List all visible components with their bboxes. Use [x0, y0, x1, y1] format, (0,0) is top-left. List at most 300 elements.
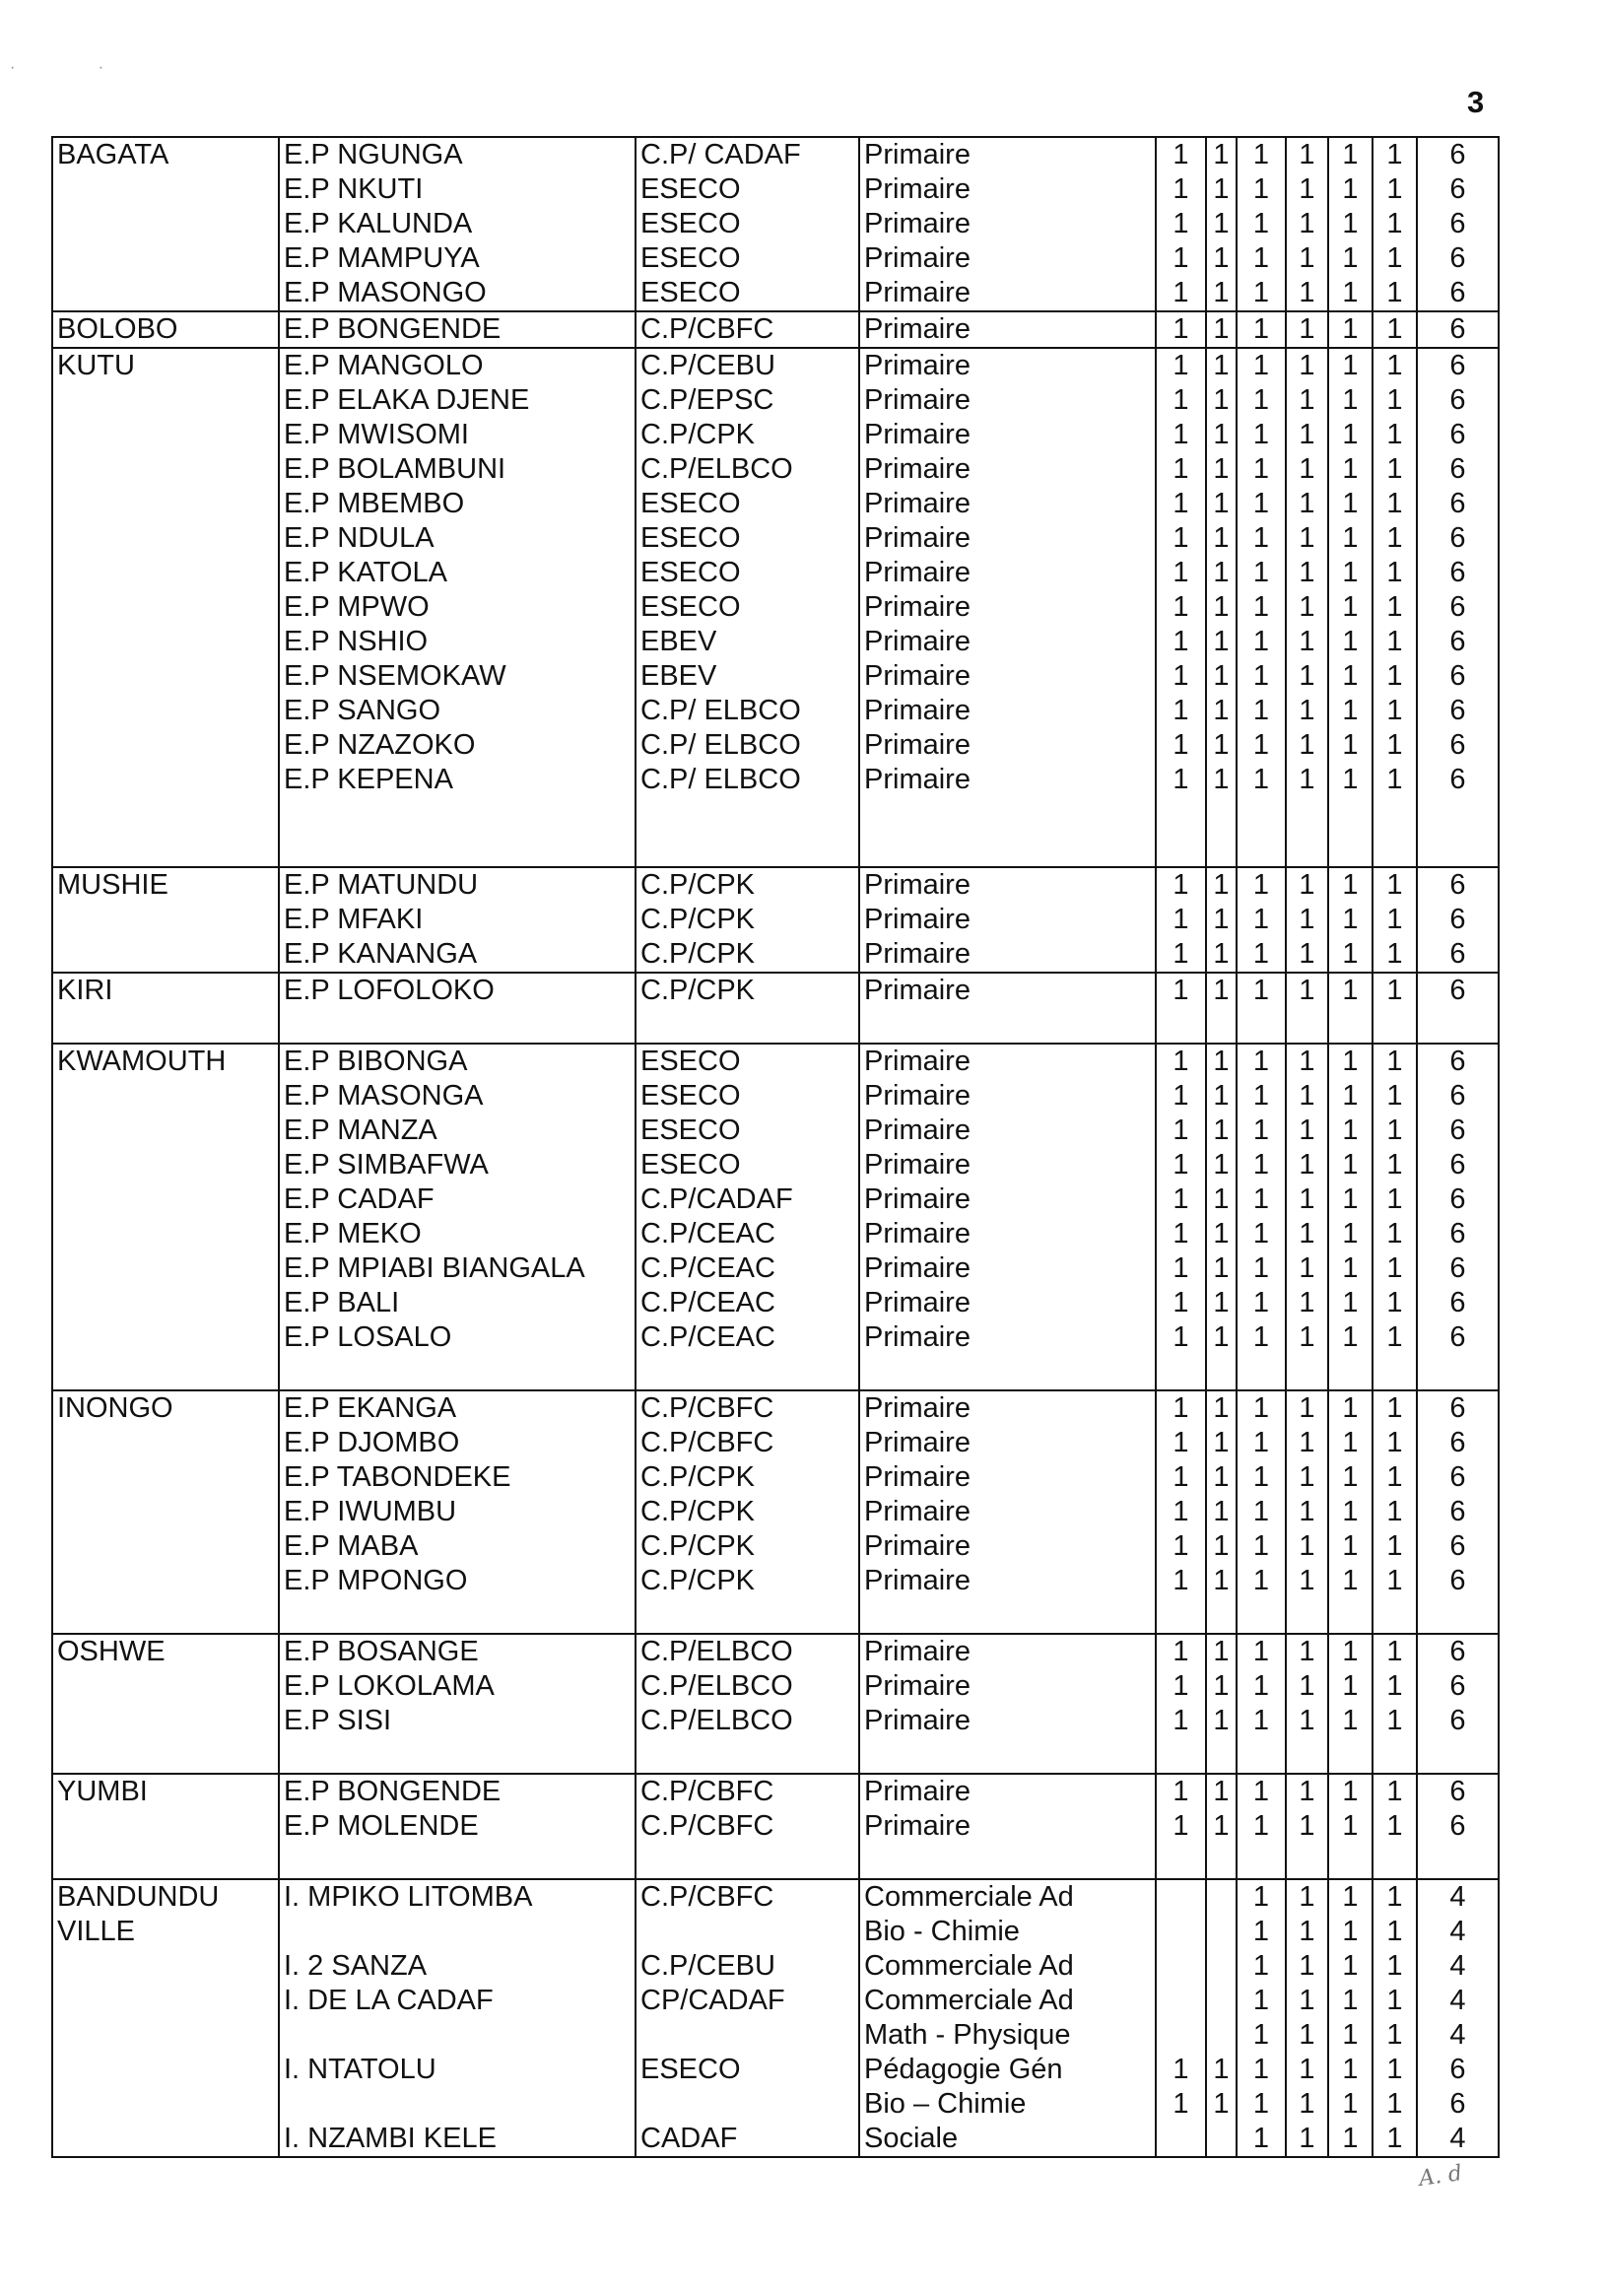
class-count-cell	[1206, 2018, 1237, 2053]
school-name-cell: E.P DJOMBO	[279, 1426, 636, 1460]
class-count-cell: 1	[1373, 383, 1417, 418]
school-name-cell: E.P MANGOLO	[279, 348, 636, 383]
page-number: 3	[1467, 85, 1485, 119]
total-cell: 6	[1417, 348, 1499, 383]
table-row	[52, 659, 1499, 694]
class-count-cell: 1	[1373, 973, 1417, 1008]
class-count-cell: 1	[1237, 1949, 1286, 1984]
class-count-cell: 1	[1156, 521, 1206, 556]
class-count-cell: 1	[1373, 348, 1417, 383]
class-count-cell: 1	[1156, 1774, 1206, 1809]
class-count-cell: 1	[1206, 1079, 1237, 1114]
empty-cell	[1328, 1738, 1373, 1774]
class-count-cell: 1	[1328, 2122, 1373, 2157]
class-count-cell: 1	[1206, 172, 1237, 207]
territory-cell	[52, 556, 279, 590]
class-count-cell: 1	[1373, 1114, 1417, 1148]
section-cell: Primaire	[859, 763, 1156, 797]
empty-cell	[52, 1844, 279, 1879]
class-count-cell: 1	[1286, 348, 1328, 383]
class-count-cell: 1	[1237, 1774, 1286, 1809]
class-count-cell: 1	[1237, 1390, 1286, 1426]
empty-cell	[1417, 797, 1499, 832]
owner-cell	[636, 1915, 859, 1949]
territory-cell	[52, 659, 279, 694]
class-count-cell: 1	[1237, 172, 1286, 207]
class-count-cell: 1	[1373, 1286, 1417, 1320]
class-count-cell: 1	[1206, 1460, 1237, 1495]
school-name-cell: E.P MAMPUYA	[279, 241, 636, 276]
empty-cell	[1156, 797, 1206, 832]
table-row	[52, 694, 1499, 728]
section-cell: Primaire	[859, 867, 1156, 903]
owner-cell: C.P/ CADAF	[636, 137, 859, 172]
owner-cell: C.P/CBFC	[636, 1774, 859, 1809]
class-count-cell: 1	[1237, 1634, 1286, 1669]
total-cell: 6	[1417, 903, 1499, 937]
empty-cell	[859, 1598, 1156, 1634]
class-count-cell: 1	[1206, 973, 1237, 1008]
total-cell: 6	[1417, 452, 1499, 487]
school-name-cell: E.P IWUMBU	[279, 1495, 636, 1529]
class-count-cell: 1	[1373, 1774, 1417, 1809]
total-cell: 6	[1417, 590, 1499, 625]
class-count-cell: 1	[1373, 1634, 1417, 1669]
section-cell: Primaire	[859, 1564, 1156, 1598]
section-cell: Primaire	[859, 1460, 1156, 1495]
table-row	[52, 1217, 1499, 1251]
empty-cell	[859, 1844, 1156, 1879]
class-count-cell: 1	[1286, 1079, 1328, 1114]
section-cell: Primaire	[859, 1669, 1156, 1704]
empty-cell	[1328, 1598, 1373, 1634]
owner-cell: C.P/CBFC	[636, 1390, 859, 1426]
class-count-cell: 1	[1206, 1529, 1237, 1564]
class-count-cell: 1	[1237, 1182, 1286, 1217]
owner-cell: C.P/ELBCO	[636, 1669, 859, 1704]
empty-cell	[1286, 1355, 1328, 1390]
school-name-cell: E.P KANANGA	[279, 937, 636, 973]
school-name-cell: I. DE LA CADAF	[279, 1984, 636, 2018]
class-count-cell: 1	[1373, 728, 1417, 763]
class-count-cell: 1	[1156, 1114, 1206, 1148]
class-count-cell: 1	[1328, 1182, 1373, 1217]
class-count-cell: 1	[1206, 1148, 1237, 1182]
empty-cell	[1237, 797, 1286, 832]
section-cell: Primaire	[859, 1634, 1156, 1669]
class-count-cell: 1	[1237, 1286, 1286, 1320]
class-count-cell	[1206, 1949, 1237, 1984]
class-count-cell: 1	[1328, 903, 1373, 937]
class-count-cell: 1	[1328, 1984, 1373, 2018]
class-count-cell: 1	[1328, 937, 1373, 973]
territory-cell: OSHWE	[52, 1634, 279, 1669]
owner-cell: C.P/ELBCO	[636, 452, 859, 487]
total-cell: 6	[1417, 1426, 1499, 1460]
owner-cell: C.P/CEBU	[636, 348, 859, 383]
class-count-cell: 1	[1206, 137, 1237, 172]
empty-cell	[859, 1355, 1156, 1390]
class-count-cell: 1	[1206, 556, 1237, 590]
class-count-cell: 1	[1206, 1251, 1237, 1286]
empty-cell	[1206, 1844, 1237, 1879]
class-count-cell: 1	[1286, 1044, 1328, 1079]
empty-cell	[1373, 797, 1417, 832]
total-cell: 6	[1417, 1669, 1499, 1704]
table-row	[52, 903, 1499, 937]
class-count-cell: 1	[1156, 1079, 1206, 1114]
empty-cell	[1373, 1355, 1417, 1390]
table-row	[52, 763, 1499, 797]
total-cell: 4	[1417, 1949, 1499, 1984]
school-name-cell: E.P BOSANGE	[279, 1634, 636, 1669]
school-name-cell: I. NZAMBI KELE	[279, 2122, 636, 2157]
territory-cell	[52, 903, 279, 937]
total-cell: 6	[1417, 1704, 1499, 1738]
class-count-cell: 1	[1373, 1984, 1417, 2018]
empty-cell	[1206, 832, 1237, 867]
table-row	[52, 1669, 1499, 1704]
school-name-cell: E.P MPONGO	[279, 1564, 636, 1598]
table-row	[52, 418, 1499, 452]
class-count-cell: 1	[1206, 348, 1237, 383]
territory-cell	[52, 1079, 279, 1114]
school-name-cell: I. MPIKO LITOMBA	[279, 1879, 636, 1915]
territory-cell	[52, 487, 279, 521]
class-count-cell: 1	[1373, 1251, 1417, 1286]
class-count-cell: 1	[1156, 659, 1206, 694]
section-cell: Primaire	[859, 172, 1156, 207]
owner-cell: ESECO	[636, 1044, 859, 1079]
class-count-cell: 1	[1328, 1148, 1373, 1182]
class-count-cell: 1	[1373, 1320, 1417, 1355]
total-cell: 6	[1417, 1251, 1499, 1286]
class-count-cell: 1	[1237, 1495, 1286, 1529]
owner-cell: EBEV	[636, 659, 859, 694]
class-count-cell: 1	[1328, 1915, 1373, 1949]
class-count-cell: 1	[1286, 556, 1328, 590]
empty-cell	[52, 1008, 279, 1044]
class-count-cell: 1	[1373, 241, 1417, 276]
empty-cell	[1156, 1738, 1206, 1774]
handwritten-initials: A. d	[1417, 2161, 1464, 2192]
class-count-cell: 1	[1156, 1148, 1206, 1182]
section-cell: Primaire	[859, 1426, 1156, 1460]
total-cell: 6	[1417, 1148, 1499, 1182]
class-count-cell	[1206, 2122, 1237, 2157]
total-cell: 6	[1417, 1182, 1499, 1217]
owner-cell: C.P/CPK	[636, 973, 859, 1008]
school-name-cell: E.P MEKO	[279, 1217, 636, 1251]
class-count-cell: 1	[1237, 1251, 1286, 1286]
owner-cell: EBEV	[636, 625, 859, 659]
total-cell: 6	[1417, 763, 1499, 797]
section-cell: Primaire	[859, 625, 1156, 659]
total-cell: 6	[1417, 2053, 1499, 2087]
class-count-cell: 1	[1373, 1217, 1417, 1251]
owner-cell	[636, 2087, 859, 2122]
school-name-cell: E.P MATUNDU	[279, 867, 636, 903]
territory-cell	[52, 521, 279, 556]
total-cell: 6	[1417, 137, 1499, 172]
class-count-cell: 1	[1237, 2018, 1286, 2053]
table-row	[52, 2087, 1499, 2122]
table-body	[52, 137, 1499, 2157]
class-count-cell: 1	[1156, 1669, 1206, 1704]
empty-cell	[1373, 1008, 1417, 1044]
territory-cell	[52, 172, 279, 207]
section-cell: Primaire	[859, 311, 1156, 348]
class-count-cell: 1	[1286, 2087, 1328, 2122]
class-count-cell: 1	[1328, 1634, 1373, 1669]
territory-cell	[52, 1320, 279, 1355]
empty-cell	[1417, 1008, 1499, 1044]
class-count-cell: 1	[1286, 2018, 1328, 2053]
empty-cell	[859, 1008, 1156, 1044]
territory-cell	[52, 1809, 279, 1844]
class-count-cell: 1	[1237, 1564, 1286, 1598]
table-row	[52, 973, 1499, 1008]
class-count-cell: 1	[1206, 903, 1237, 937]
territory-cell: BOLOBO	[52, 311, 279, 348]
owner-cell: ESECO	[636, 1148, 859, 1182]
owner-cell: C.P/CBFC	[636, 1426, 859, 1460]
empty-cell	[1328, 1355, 1373, 1390]
class-count-cell	[1156, 1879, 1206, 1915]
table-row	[52, 521, 1499, 556]
class-count-cell: 1	[1206, 1390, 1237, 1426]
empty-cell	[1286, 1598, 1328, 1634]
section-cell: Primaire	[859, 418, 1156, 452]
total-cell: 6	[1417, 728, 1499, 763]
class-count-cell: 1	[1286, 1426, 1328, 1460]
class-count-cell: 1	[1237, 1704, 1286, 1738]
spacer-row	[52, 832, 1499, 867]
class-count-cell: 1	[1206, 1217, 1237, 1251]
empty-cell	[859, 797, 1156, 832]
class-count-cell: 1	[1286, 973, 1328, 1008]
class-count-cell: 1	[1328, 2087, 1373, 2122]
empty-cell	[1286, 797, 1328, 832]
total-cell: 6	[1417, 556, 1499, 590]
school-name-cell: E.P KALUNDA	[279, 207, 636, 241]
section-cell: Primaire	[859, 276, 1156, 311]
section-cell: Bio - Chimie	[859, 1915, 1156, 1949]
owner-cell: C.P/CBFC	[636, 1879, 859, 1915]
class-count-cell: 1	[1328, 1669, 1373, 1704]
class-count-cell: 1	[1328, 728, 1373, 763]
table-row	[52, 1529, 1499, 1564]
class-count-cell: 1	[1286, 2122, 1328, 2157]
class-count-cell: 1	[1328, 590, 1373, 625]
territory-cell	[52, 694, 279, 728]
school-name-cell: E.P NZAZOKO	[279, 728, 636, 763]
class-count-cell: 1	[1206, 2053, 1237, 2087]
class-count-cell: 1	[1237, 418, 1286, 452]
school-name-cell: E.P EKANGA	[279, 1390, 636, 1426]
school-name-cell: E.P NDULA	[279, 521, 636, 556]
class-count-cell: 1	[1373, 694, 1417, 728]
empty-cell	[1206, 1598, 1237, 1634]
class-count-cell: 1	[1206, 728, 1237, 763]
class-count-cell: 1	[1206, 1320, 1237, 1355]
class-count-cell: 1	[1206, 487, 1237, 521]
class-count-cell: 1	[1237, 694, 1286, 728]
school-name-cell	[279, 2018, 636, 2053]
class-count-cell: 1	[1156, 1460, 1206, 1495]
class-count-cell: 1	[1206, 763, 1237, 797]
empty-cell	[1328, 1008, 1373, 1044]
class-count-cell: 1	[1328, 172, 1373, 207]
class-count-cell: 1	[1328, 452, 1373, 487]
empty-cell	[279, 1598, 636, 1634]
territory-cell: VILLE	[52, 1915, 279, 1949]
school-name-cell: E.P BOLAMBUNI	[279, 452, 636, 487]
class-count-cell: 1	[1156, 1320, 1206, 1355]
class-count-cell	[1156, 1984, 1206, 2018]
class-count-cell: 1	[1373, 1879, 1417, 1915]
table-row	[52, 1915, 1499, 1949]
class-count-cell: 1	[1237, 137, 1286, 172]
class-count-cell: 1	[1328, 383, 1373, 418]
territory-cell	[52, 1460, 279, 1495]
owner-cell: C.P/CEAC	[636, 1217, 859, 1251]
owner-cell: ESECO	[636, 487, 859, 521]
class-count-cell: 1	[1206, 694, 1237, 728]
class-count-cell: 1	[1328, 694, 1373, 728]
class-count-cell: 1	[1373, 137, 1417, 172]
section-cell: Primaire	[859, 207, 1156, 241]
class-count-cell: 1	[1328, 1079, 1373, 1114]
class-count-cell: 1	[1237, 311, 1286, 348]
territory-cell: KUTU	[52, 348, 279, 383]
empty-cell	[1206, 1355, 1237, 1390]
class-count-cell: 1	[1373, 207, 1417, 241]
class-count-cell: 1	[1286, 137, 1328, 172]
class-count-cell: 1	[1373, 556, 1417, 590]
owner-cell: C.P/CBFC	[636, 311, 859, 348]
school-name-cell: E.P NGUNGA	[279, 137, 636, 172]
territory-cell	[52, 1182, 279, 1217]
class-count-cell: 1	[1237, 867, 1286, 903]
territory-cell	[52, 2087, 279, 2122]
empty-cell	[1237, 1598, 1286, 1634]
school-name-cell: E.P ELAKA DJENE	[279, 383, 636, 418]
table-row	[52, 1634, 1499, 1669]
table-row	[52, 1320, 1499, 1355]
class-count-cell: 1	[1286, 1182, 1328, 1217]
table-row	[52, 937, 1499, 973]
class-count-cell: 1	[1373, 1949, 1417, 1984]
total-cell: 6	[1417, 694, 1499, 728]
class-count-cell: 1	[1373, 1669, 1417, 1704]
class-count-cell	[1206, 1879, 1237, 1915]
class-count-cell: 1	[1156, 903, 1206, 937]
class-count-cell: 1	[1373, 903, 1417, 937]
section-cell: Primaire	[859, 1774, 1156, 1809]
class-count-cell: 1	[1373, 1390, 1417, 1426]
class-count-cell: 1	[1156, 383, 1206, 418]
owner-cell: C.P/ELBCO	[636, 1634, 859, 1669]
class-count-cell: 1	[1286, 625, 1328, 659]
total-cell: 4	[1417, 1879, 1499, 1915]
territory-cell	[52, 1251, 279, 1286]
empty-cell	[1156, 832, 1206, 867]
class-count-cell: 1	[1373, 1148, 1417, 1182]
class-count-cell: 1	[1286, 487, 1328, 521]
empty-cell	[1206, 1738, 1237, 1774]
class-count-cell: 1	[1373, 2087, 1417, 2122]
empty-cell	[279, 797, 636, 832]
owner-cell: C.P/CPK	[636, 937, 859, 973]
owner-cell: C.P/CADAF	[636, 1182, 859, 1217]
class-count-cell: 1	[1286, 418, 1328, 452]
owner-cell: ESECO	[636, 1114, 859, 1148]
class-count-cell: 1	[1206, 276, 1237, 311]
section-cell: Primaire	[859, 1809, 1156, 1844]
class-count-cell: 1	[1286, 937, 1328, 973]
class-count-cell: 1	[1237, 1529, 1286, 1564]
territory-cell	[52, 418, 279, 452]
empty-cell	[1373, 832, 1417, 867]
class-count-cell	[1156, 1949, 1206, 1984]
class-count-cell	[1156, 2122, 1206, 2157]
total-cell: 6	[1417, 521, 1499, 556]
owner-cell: ESECO	[636, 556, 859, 590]
territory-cell	[52, 2018, 279, 2053]
class-count-cell	[1156, 2018, 1206, 2053]
owner-cell: CADAF	[636, 2122, 859, 2157]
school-name-cell: E.P BONGENDE	[279, 311, 636, 348]
owner-cell: ESECO	[636, 1079, 859, 1114]
section-cell: Bio – Chimie	[859, 2087, 1156, 2122]
class-count-cell: 1	[1373, 418, 1417, 452]
territory-cell	[52, 590, 279, 625]
class-count-cell: 1	[1373, 487, 1417, 521]
class-count-cell: 1	[1373, 1704, 1417, 1738]
class-count-cell: 1	[1286, 1949, 1328, 1984]
class-count-cell: 1	[1156, 937, 1206, 973]
class-count-cell: 1	[1156, 1426, 1206, 1460]
class-count-cell: 1	[1156, 1704, 1206, 1738]
table-row	[52, 556, 1499, 590]
class-count-cell: 1	[1373, 1044, 1417, 1079]
class-count-cell: 1	[1237, 1148, 1286, 1182]
class-count-cell: 1	[1237, 1879, 1286, 1915]
class-count-cell: 1	[1206, 521, 1237, 556]
class-count-cell: 1	[1206, 1809, 1237, 1844]
table-row	[52, 1286, 1499, 1320]
class-count-cell: 1	[1237, 625, 1286, 659]
territory-cell	[52, 1529, 279, 1564]
school-name-cell: I. 2 SANZA	[279, 1949, 636, 1984]
total-cell: 6	[1417, 1390, 1499, 1426]
class-count-cell: 1	[1237, 207, 1286, 241]
owner-cell: ESECO	[636, 521, 859, 556]
empty-cell	[52, 832, 279, 867]
empty-cell	[1373, 1598, 1417, 1634]
class-count-cell: 1	[1237, 728, 1286, 763]
territory-cell	[52, 1704, 279, 1738]
owner-cell: ESECO	[636, 241, 859, 276]
spacer-row	[52, 1355, 1499, 1390]
class-count-cell: 1	[1237, 276, 1286, 311]
class-count-cell: 1	[1206, 383, 1237, 418]
class-count-cell: 1	[1237, 590, 1286, 625]
table-row	[52, 728, 1499, 763]
class-count-cell: 1	[1328, 1114, 1373, 1148]
class-count-cell: 1	[1328, 1251, 1373, 1286]
